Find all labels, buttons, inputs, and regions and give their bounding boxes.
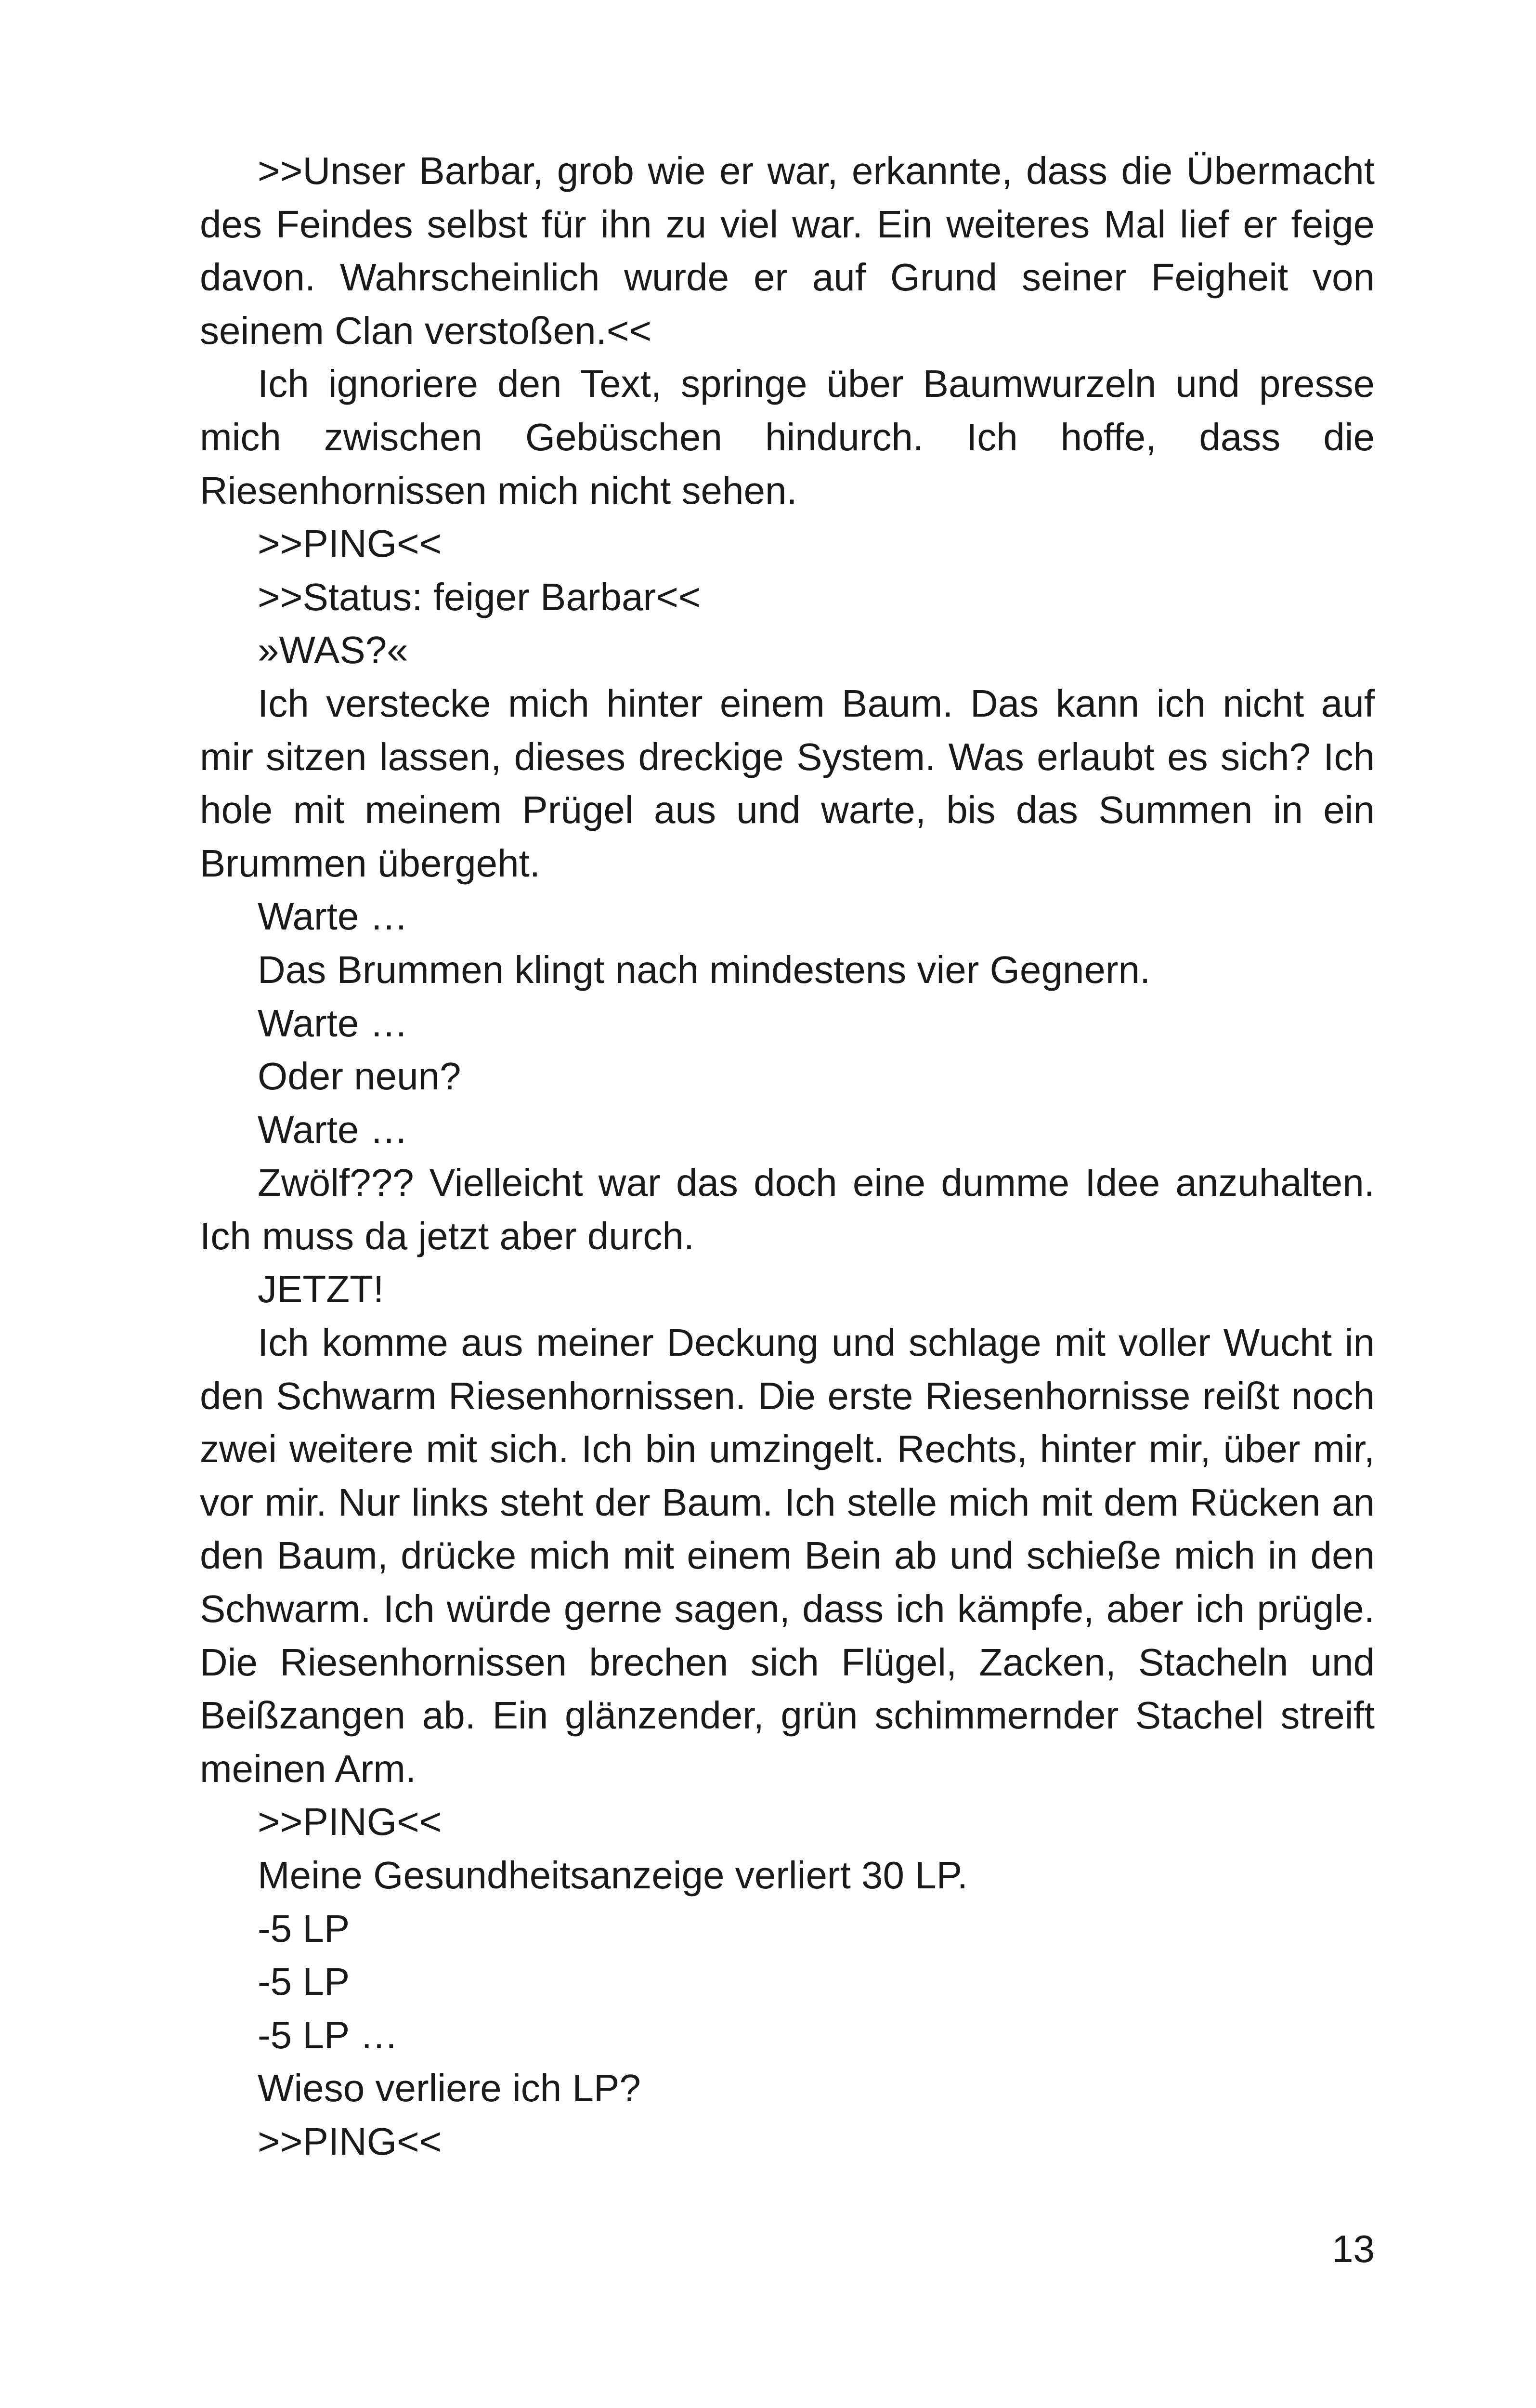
paragraph: Warte …: [258, 1001, 408, 1045]
paragraph: -5 LP …: [258, 2013, 398, 2056]
paragraph: Oder neun?: [258, 1055, 461, 1098]
paragraph: >>PING<<: [258, 2120, 442, 2163]
paragraph: Zwölf??? Vielleicht war das doch eine dumme Idee anzuhalten. Ich muss da jetzt aber durch.: [200, 1161, 1375, 1257]
paragraph: Ich ignoriere den Text, springe über Baumwurzeln und presse mich zwischen Gebüschen hindurch. Ich hoffe, dass die Riesenhornissen mich nicht sehen.: [200, 362, 1375, 512]
page-text: [200, 144, 1375, 2169]
paragraph: >>Unser Barbar, grob wie er war, erkannte, dass die Übermacht des Feindes selbst für ihn zu viel war. Ein weiteres Mal lief er feige davon. Wahrscheinlich wurde er auf Grund seiner Feigheit von seinem Clan verstoßen.<<: [200, 149, 1375, 352]
paragraph: -5 LP: [258, 1907, 350, 1950]
paragraph: >>Status: feiger Barbar<<: [258, 575, 701, 618]
paragraph: Meine Gesundheitsanzeige verliert 30 LP.: [258, 1854, 968, 1897]
paragraph: Ich verstecke mich hinter einem Baum. Das kann ich nicht auf mir sitzen lassen, dieses dreckige System. Was erlaubt es sich? Ich hole mit meinem Prügel aus und warte, bis das Summen in ein Brummen übergeht.: [200, 681, 1375, 885]
paragraph: »WAS?«: [258, 628, 408, 672]
paragraph: >>PING<<: [258, 522, 442, 565]
paragraph: Wieso verliere ich LP?: [258, 2067, 641, 2110]
paragraph: Ich komme aus meiner Deckung und schlage mit voller Wucht in den Schwarm Riesenhornissen. Die erste Riesenhornisse reißt noch zwei weitere mit sich. Ich bin umzingelt. Rechts, hinter mir, über mir, vor mir. Nur links steht der Baum. Ich stelle mich mit dem Rücken an den Baum, drücke mich mit einem Bein ab und schieße mich in den Schwarm. Ich würde gerne sagen, dass ich kämpfe, aber ich prügle. Die Riesenhornissen brechen sich Flügel, Zacken, Stacheln und Beißzangen ab. Ein glänzender, grün schimmernder Stachel streift meinen Arm.: [200, 1321, 1375, 1790]
paragraph: Warte …: [258, 895, 408, 938]
paragraph: >>PING<<: [258, 1800, 442, 1844]
paragraph: -5 LP: [258, 1960, 350, 2003]
paragraph: JETZT!: [258, 1268, 384, 1311]
paragraph: Das Brummen klingt nach mindestens vier Gegnern.: [258, 948, 1151, 991]
page-number: 13: [1332, 2227, 1375, 2270]
paragraph: Warte …: [258, 1108, 408, 1151]
